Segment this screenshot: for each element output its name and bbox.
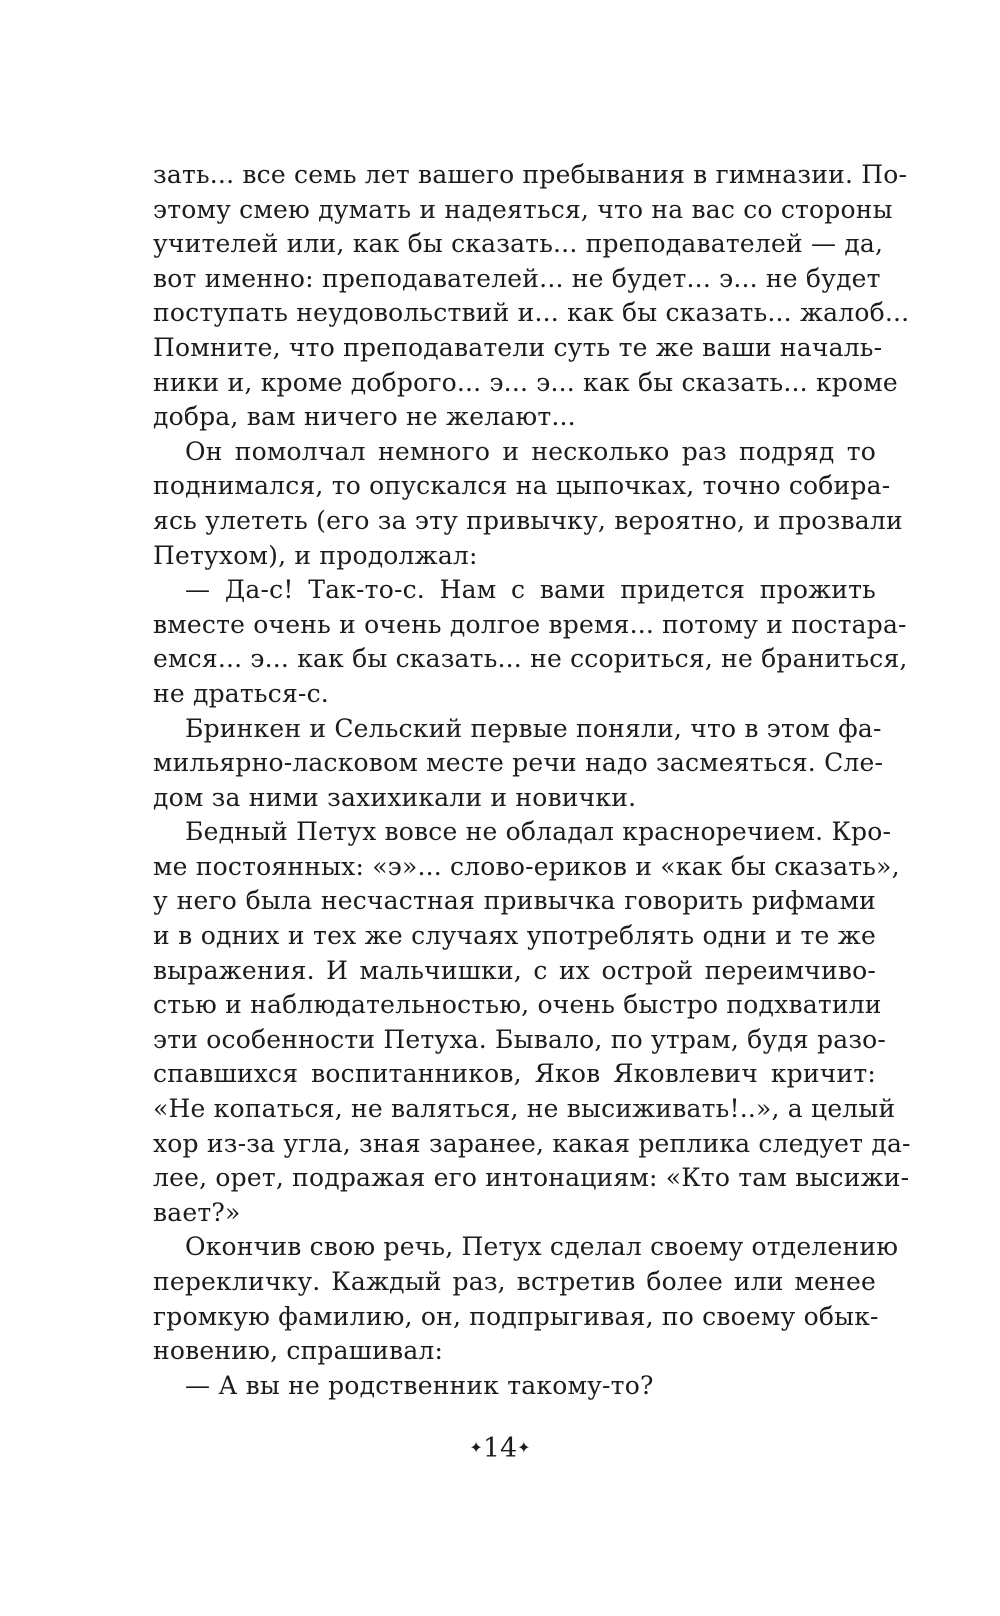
text-line: Бринкен и Сельский первые поняли, что в этом фа- [185, 713, 882, 743]
text-line: «Не копаться, не валяться, не высиживать!..», а целый [153, 1094, 896, 1124]
text-line: поступать неудовольствий и... как бы сказать... жалоб... [153, 298, 910, 328]
page-number-footer [0, 1433, 1000, 1464]
text-line: вместе очень и очень долгое время... потому и постара- [153, 609, 907, 639]
text-line: ме постоянных: «э»... слово-ериков и «как бы сказать», [153, 851, 900, 881]
text-line: дом за ними захихикали и новички. [153, 782, 637, 812]
text-line: лее, орет, подражая его интонациям: «Кто там высижи- [153, 1163, 910, 1193]
text-line: хор из-за угла, зная заранее, какая реплика следует да- [153, 1128, 911, 1158]
text-line: добра, вам ничего не желают... [153, 402, 576, 432]
text-line: стью и наблюдательностью, очень быстро подхватили [153, 990, 882, 1020]
text-line: вает?» [153, 1197, 241, 1227]
text-line: зать... все семь лет вашего пребывания в гимназии. По- [153, 160, 908, 189]
text-line: эти особенности Петуха. Бывало, по утрам, будя разо- [153, 1024, 887, 1054]
text-line: новению, спрашивал: [153, 1336, 444, 1366]
page-number: 14 [482, 1433, 518, 1464]
text-line: спавшихся воспитанников, Яков Яковлевич кричит: [153, 1059, 876, 1089]
text-line: — А вы не родственник такому-то? [185, 1370, 654, 1400]
text-line: не драться-с. [153, 678, 329, 708]
text-line: Окончив свою речь, Петух сделал своему отделению [185, 1232, 899, 1262]
text-line: этому смею думать и надеяться, что на вас со стороны [153, 194, 893, 224]
text-line: Он помолчал немного и несколько раз подряд то [185, 436, 876, 466]
text-line: учителей или, как бы сказать... преподавателей — да, [153, 229, 884, 259]
text-line: выражения. И мальчишки, с их острой переимчиво- [153, 955, 876, 985]
text-line: Помните, что преподаватели суть те же ваши началь- [153, 332, 883, 362]
text-line: поднимался, то опускался на цыпочках, точно собира- [153, 471, 891, 501]
text-line: ясь улететь (его за эту привычку, вероятно, и прозвали [153, 505, 903, 535]
text-line: мильярно-ласковом месте речи надо засмеяться. Сле- [153, 748, 884, 778]
folio-ornament-right-icon: ✦ [517, 1438, 531, 1457]
text-line: ники и, кроме доброго... э... э... как бы сказать... кроме [153, 367, 898, 397]
text-line: у него была несчастная привычка говорить рифмами [153, 886, 876, 916]
text-line: — Да-с! Так-то-с. Нам с вами придется прожить [185, 575, 876, 605]
text-line: громкую фамилию, он, подпрыгивая, по своему обык- [153, 1301, 879, 1331]
text-line: перекличку. Каждый раз, встретив более или менее [153, 1267, 876, 1296]
folio-ornament-left-icon: ✦ [469, 1438, 483, 1457]
text-line: емся... э... как бы сказать... не ссориться, не браниться, [153, 644, 908, 674]
text-line: и в одних и тех же случаях употреблять одни и те же [153, 921, 876, 951]
text-line: вот именно: преподавателей... не будет... э... не будет [153, 263, 881, 293]
text-line: Петухом), и продолжал: [153, 540, 478, 570]
text-line: Бедный Петух вовсе не обладал красноречием. Кро- [185, 817, 892, 847]
body-text [153, 158, 911, 1403]
